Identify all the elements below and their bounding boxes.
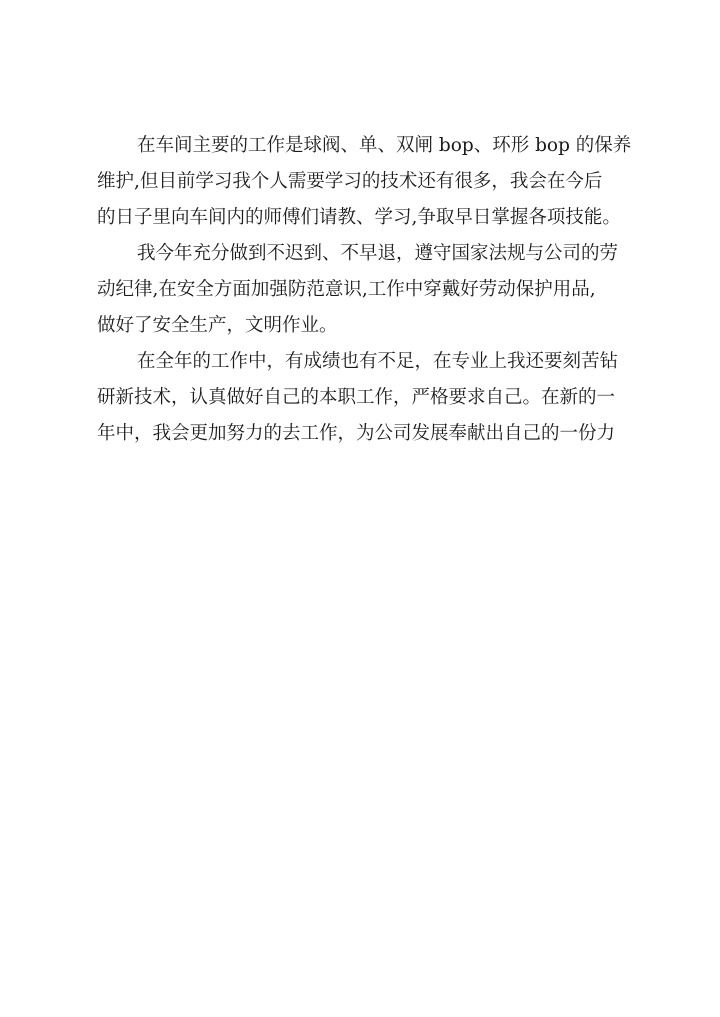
paragraph-safety-discipline [97,236,637,344]
text-line: 动纪律,在安全方面加强防范意识,工作中穿戴好劳动保护用品, [97,279,596,300]
document-body [97,128,637,452]
text-line: 做好了安全生产，文明作业。 [97,315,338,336]
text-line: 维护,但目前学习我个人需要学习的技术还有很多，我会在今后 [97,171,603,192]
text-line: 我今年充分做到不迟到、不早退，遵守国家法规与公司的劳 [137,243,619,264]
paragraph-work-duties [97,128,637,236]
text-line: 的日子里向车间内的师傅们请教、学习,争取早日掌握各项技能。 [97,207,621,228]
text-line: 年中，我会更加努力的去工作，为公司发展奉献出自己的一份力 [97,423,616,444]
paragraph-summary-outlook [97,344,637,452]
text-line: 研新技术，认真做好自己的本职工作，严格要求自己。在新的一 [97,387,616,408]
text-line: 在全年的工作中，有成绩也有不足，在专业上我还要刻苦钻 [137,351,619,372]
text-line: 在车间主要的工作是球阀、单、双闸 bop、环形 bop 的保养 [137,135,632,156]
